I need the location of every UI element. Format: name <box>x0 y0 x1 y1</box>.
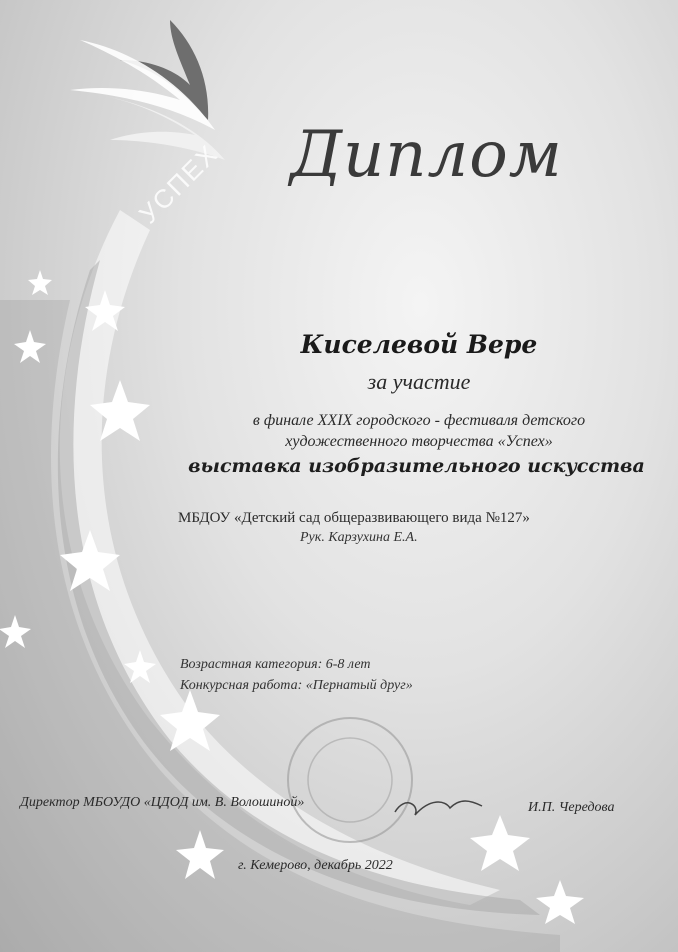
city-date: г. Кемерово, декабрь 2022 <box>238 858 393 873</box>
stamp-circle <box>288 718 412 842</box>
recipient-name: Киселевой Вере <box>300 330 538 359</box>
organization-name: МБДОУ «Детский сад общеразвивающего вида №127» <box>178 510 530 526</box>
director-title: Директор МБОУДО «ЦДОД им. В. Волошиной» <box>20 795 305 810</box>
exhibition-category: выставка изобразительного искусства <box>188 455 645 477</box>
diploma-title: Диплом <box>290 118 563 192</box>
signature <box>395 801 482 815</box>
signer-name: И.П. Чередова <box>528 800 615 815</box>
festival-line-1: в финале XXIX городского - фестиваля детского <box>252 412 586 429</box>
star <box>536 880 584 924</box>
age-category: Возрастная категория: 6-8 лет <box>180 657 371 672</box>
leader-name: Рук. Карзухина Е.А. <box>300 530 418 545</box>
logo-text: УСПЕХ <box>133 138 225 230</box>
stamp-inner-circle <box>308 738 392 822</box>
star <box>470 815 530 871</box>
star <box>28 270 52 295</box>
participation-text: за участие <box>367 369 471 394</box>
festival-line-2: художественного творчества «Успех» <box>285 433 553 450</box>
competition-work: Конкурсная работа: «Пернатый друг» <box>180 678 413 693</box>
